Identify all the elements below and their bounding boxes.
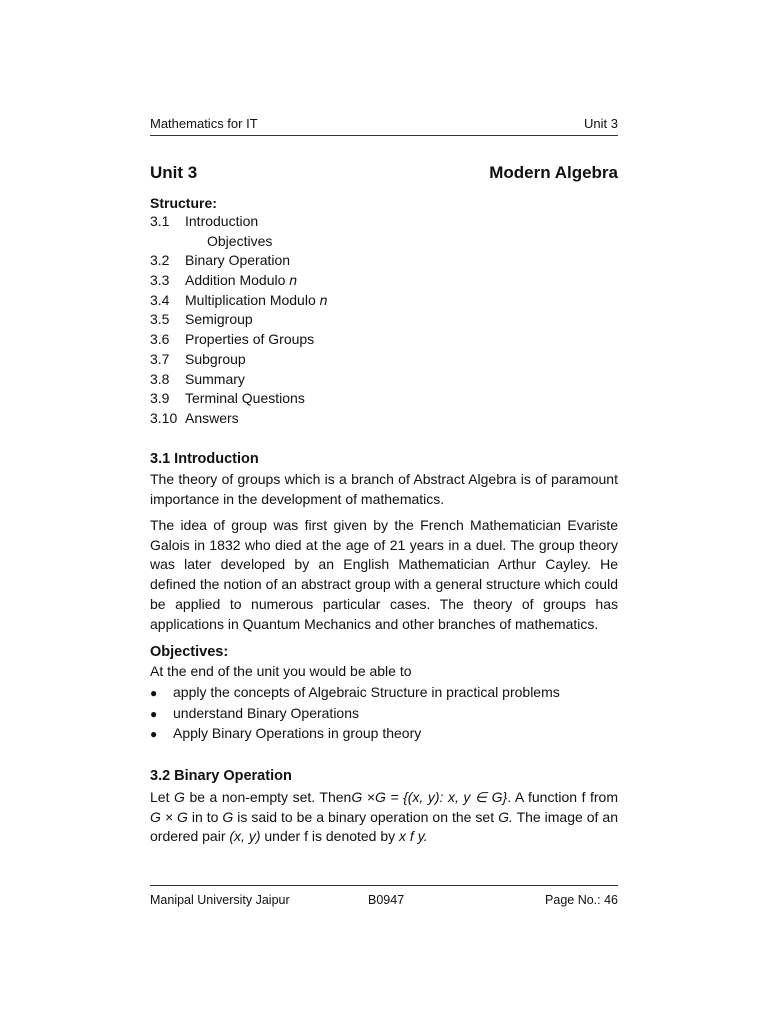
footer-course-code: B0947 [368, 893, 405, 907]
toc-item: 3.3 Addition Modulo n [150, 272, 298, 289]
toc-item: 3.7 Subgroup [150, 350, 246, 367]
header-course-title: Mathematics for IT [150, 116, 258, 131]
page-footer [150, 892, 618, 908]
footer-university: Manipal University Jaipur [150, 893, 290, 907]
intro-paragraph-1: The theory of groups which is a branch of Abstract Algebra is of paramount importance in the development of mathematics. [150, 471, 618, 507]
toc-item: 3.10 Answers [150, 409, 239, 426]
binary-operation-paragraph: Let G be a non-empty set. ThenG ×G = {(x, y): x, y ∈ G}. A function f from G × G in to G is said to be a binary operation on the set G. The image of an ordered pair (x, y) under f is denoted by x f y. [150, 789, 619, 845]
objective-item: ● Apply Binary Operations in group theory [150, 723, 560, 744]
toc-item: 3.5 Semigroup [150, 311, 253, 328]
objective-item: ● apply the concepts of Algebraic Structure in practical problems [150, 682, 560, 703]
toc-item: 3.9 Terminal Questions [150, 390, 305, 407]
bullet-icon: ● [150, 727, 158, 741]
unit-number: Unit 3 [150, 163, 198, 182]
structure-list [150, 212, 327, 429]
toc-item: 3.4 Multiplication Modulo n [150, 291, 328, 308]
bullet-icon: ● [150, 686, 158, 700]
header-rule [150, 135, 618, 136]
document-page [150, 0, 618, 1024]
intro-heading: 3.1 Introduction [150, 451, 259, 467]
toc-item: 3.6 Properties of Groups [150, 331, 315, 348]
objectives-list [150, 682, 560, 744]
toc-item: Objectives [207, 232, 273, 249]
objectives-heading: Objectives: [150, 644, 229, 660]
toc-item: 3.2 Binary Operation [150, 252, 291, 269]
footer-page-number: Page No.: 46 [545, 893, 618, 907]
structure-label: Structure: [150, 195, 217, 211]
toc-item: 3.8 Summary [150, 370, 245, 387]
footer-rule [150, 885, 618, 886]
header-unit: Unit 3 [584, 116, 618, 131]
objective-item: ● understand Binary Operations [150, 703, 560, 724]
objectives-lead: At the end of the unit you would be able to [150, 663, 412, 679]
binary-operation-heading: 3.2 Binary Operation [150, 768, 292, 784]
bullet-icon: ● [150, 706, 158, 721]
unit-title-row [150, 162, 618, 184]
unit-name: Modern Algebra [489, 163, 618, 182]
intro-paragraph-2: The idea of group was first given by the French Mathematician Evariste Galois in 1832 who died at the age of 21 years in a duel. The group theory was later developed by an English Mathematician Arthur Cayley. He defined the notion of an abstract group with a general structure which could be applied to numerous particular cases. The theory of groups has applications in Quantum Mechanics and other branches of mathematics. [150, 517, 618, 632]
toc-item: 3.1 Introduction [150, 213, 259, 229]
running-header [150, 116, 618, 132]
